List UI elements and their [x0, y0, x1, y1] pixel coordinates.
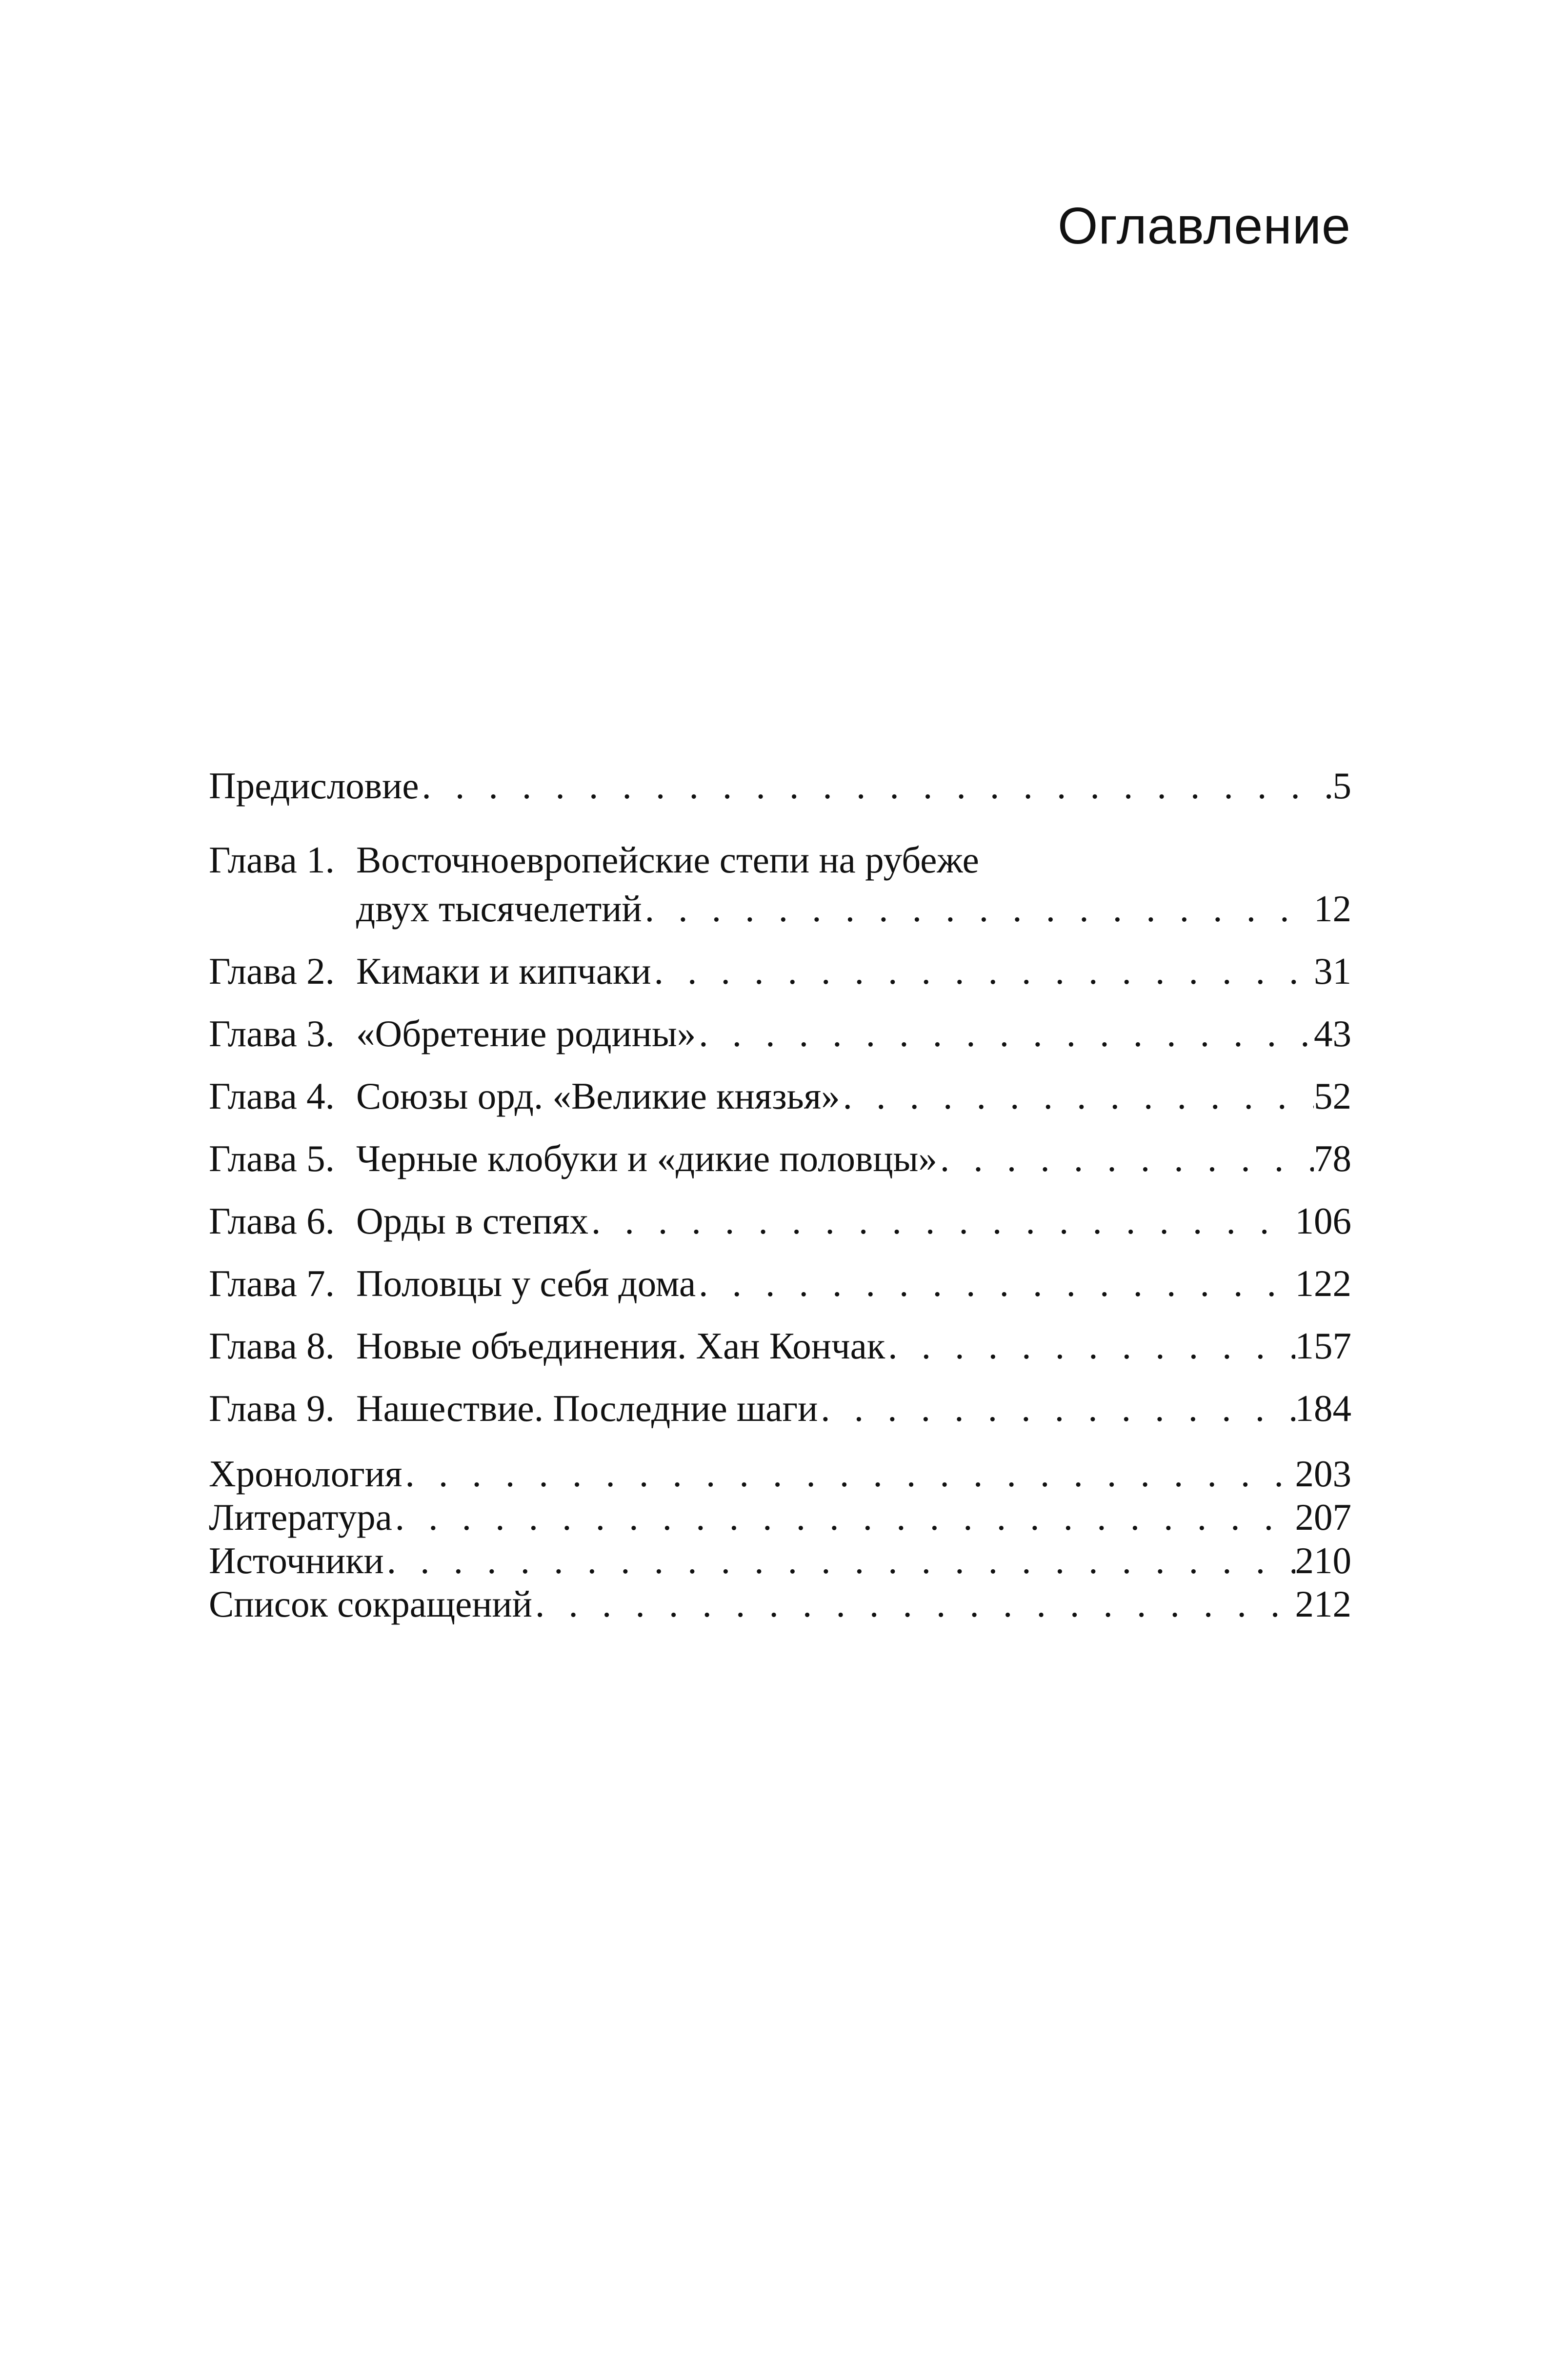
chapter-title-line: Орды в степях [356, 1200, 588, 1242]
toc-entry-sources[interactable] [209, 1539, 1351, 1582]
dot-leader [588, 1196, 1295, 1245]
toc-page-number: 5 [1332, 765, 1351, 807]
chapter-title-line: двух тысячелетий [356, 888, 642, 930]
chapter-label: Глава 4. [209, 1075, 335, 1117]
dot-leader [885, 1321, 1295, 1370]
toc-entry-literature[interactable] [209, 1496, 1351, 1539]
toc-entry-chapter-1[interactable] [209, 835, 1351, 933]
chapter-label: Глава 3. [209, 1013, 335, 1054]
chapter-label: Глава 6. [209, 1200, 335, 1242]
toc-page-number: 122 [1295, 1262, 1351, 1304]
toc-entry-chapter-3[interactable] [209, 1009, 1351, 1058]
table-of-contents [209, 761, 1351, 1626]
toc-entry-chapter-2[interactable] [209, 947, 1351, 995]
toc-entry-title: Литература [209, 1496, 392, 1538]
chapter-title-line: Половцы у себя дома [356, 1262, 696, 1304]
chapter-label: Глава 8. [209, 1325, 335, 1367]
toc-page-number: 184 [1295, 1387, 1351, 1429]
toc-page-number: 106 [1295, 1200, 1351, 1242]
toc-entry-title: Список сокращений [209, 1583, 532, 1625]
dot-leader [696, 1009, 1314, 1058]
dot-leader [696, 1259, 1295, 1308]
dot-leader [937, 1134, 1314, 1183]
toc-page-number: 78 [1314, 1137, 1351, 1179]
toc-entry-chapter-9[interactable] [209, 1384, 1351, 1433]
toc-page-number: 31 [1314, 950, 1351, 992]
toc-entry-title: Источники [209, 1539, 384, 1581]
toc-page-number: 52 [1314, 1075, 1351, 1117]
chapter-title-line: Новые объединения. Хан Кончак [356, 1325, 885, 1367]
dot-leader [818, 1384, 1295, 1433]
toc-entry-chapter-5[interactable] [209, 1134, 1351, 1183]
toc-entry-chapter-4[interactable] [209, 1072, 1351, 1120]
toc-page-number: 203 [1295, 1453, 1351, 1495]
dot-leader [384, 1539, 1295, 1582]
toc-entry-title: Хронология [209, 1453, 402, 1495]
toc-entry-title: Предисловие [209, 765, 419, 807]
toc-entry-chapter-6[interactable] [209, 1196, 1351, 1245]
dot-leader [419, 761, 1333, 810]
toc-entry-abbreviations[interactable] [209, 1582, 1351, 1626]
chapter-label: Глава 2. [209, 950, 335, 992]
chapter-title-line: Восточноевропейские степи на рубеже [356, 839, 979, 881]
chapter-label: Глава 5. [209, 1137, 335, 1179]
toc-entry-chronology[interactable] [209, 1452, 1351, 1496]
chapter-label: Глава 7. [209, 1262, 335, 1304]
toc-entry-preface[interactable] [209, 761, 1351, 810]
toc-page-number: 212 [1295, 1583, 1351, 1625]
toc-entry-chapter-7[interactable] [209, 1259, 1351, 1308]
chapter-label: Глава 9. [209, 1387, 335, 1429]
dot-leader [651, 947, 1314, 995]
chapter-title-line: Союзы орд. «Великие князья» [356, 1075, 840, 1117]
chapter-label: Глава 1. [209, 839, 335, 881]
dot-leader [392, 1496, 1295, 1539]
toc-page-number: 43 [1314, 1013, 1351, 1054]
toc-page-number: 207 [1295, 1496, 1351, 1538]
chapter-title-line: «Обретение родины» [356, 1013, 696, 1054]
dot-leader [402, 1452, 1295, 1496]
chapter-title-line: Черные клобуки и «дикие половцы» [356, 1137, 937, 1179]
toc-page-number: 210 [1295, 1539, 1351, 1581]
toc-page-number: 12 [1314, 888, 1351, 930]
dot-leader [532, 1582, 1295, 1626]
toc-entry-chapter-8[interactable] [209, 1321, 1351, 1370]
dot-leader [840, 1072, 1314, 1120]
toc-page-number: 157 [1295, 1325, 1351, 1367]
chapter-title-line: Нашествие. Последние шаги [356, 1387, 818, 1429]
dot-leader [642, 884, 1314, 933]
page-title: Оглавление [1058, 197, 1351, 255]
chapter-title-line: Кимаки и кипчаки [356, 950, 651, 992]
